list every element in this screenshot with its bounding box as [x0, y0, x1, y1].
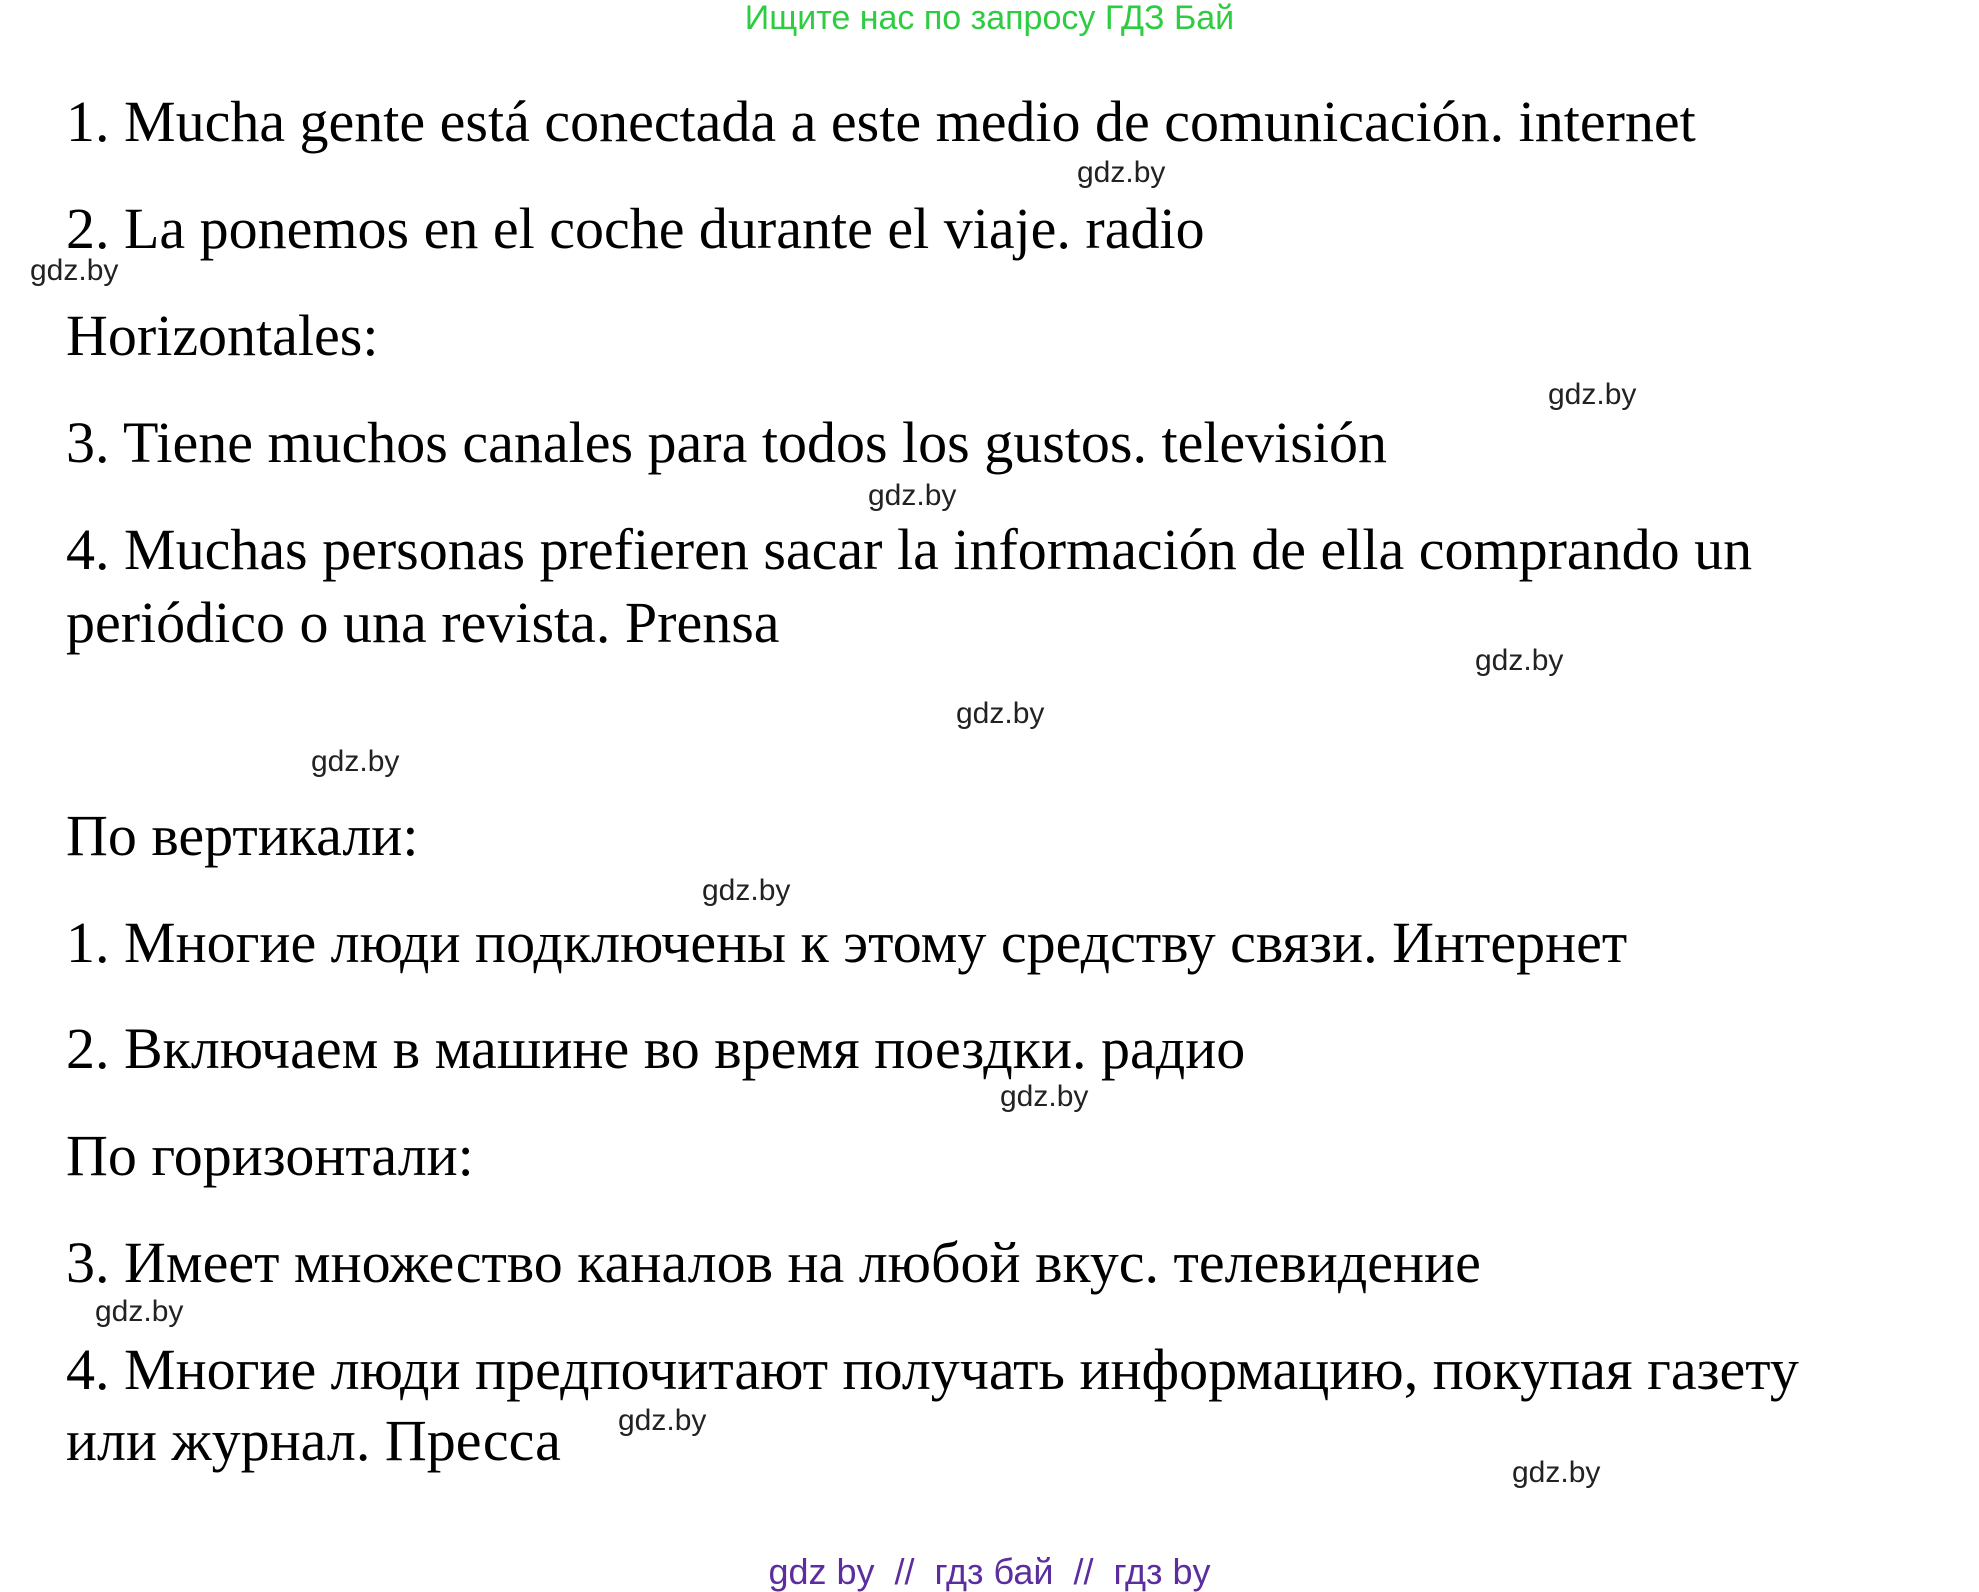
text-line-horizontal-4-es-part2: periódico o una revista. Prensa — [66, 590, 780, 655]
watermark: gdz.by — [311, 745, 400, 778]
text-line-horizontal-3-ru: 3. Имеет множество каналов на любой вкус. телевидение — [66, 1230, 1481, 1295]
text-line-horizontal-4-ru-part1: 4. Многие люди предпочитают получать информацию, покупая газету — [66, 1337, 1799, 1402]
text-line-horizontal-4-es-part1: 4. Muchas personas prefieren sacar la información de ella comprando un — [66, 517, 1753, 582]
watermark: gdz.by — [1548, 378, 1637, 411]
footer-banner: gdz by // гдз бай // гдз by — [768, 1551, 1211, 1592]
text-heading-po-gorizontali: По горизонтали: — [66, 1123, 474, 1188]
watermark: gdz.by — [30, 254, 119, 287]
text-line-vertical-2-ru: 2. Включаем в машине во время поездки. радио — [66, 1016, 1246, 1081]
watermark: gdz.by — [1512, 1456, 1601, 1489]
text-line-horizontal-4-ru-part2: или журнал. Пресса — [66, 1408, 561, 1473]
watermark: gdz.by — [868, 479, 957, 512]
text-line-horizontal-3-es: 3. Tiene muchos canales para todos los gustos. televisión — [66, 410, 1387, 475]
text-heading-horizontales: Horizontales: — [66, 303, 379, 368]
header-banner: Ищите нас по запросу ГДЗ Бай — [744, 0, 1235, 37]
watermark: gdz.by — [1000, 1080, 1089, 1113]
text-line-vertical-1-ru: 1. Многие люди подключены к этому средству связи. Интернет — [66, 910, 1628, 975]
text-line-vertical-2-es: 2. La ponemos en el coche durante el viaje. radio — [66, 196, 1205, 261]
watermark: gdz.by — [956, 697, 1045, 730]
text-line-vertical-1-es: 1. Mucha gente está conectada a este medio de comunicación. internet — [66, 89, 1696, 154]
watermark: gdz.by — [618, 1404, 707, 1437]
text-heading-po-vertikali: По вертикали: — [66, 803, 419, 868]
watermark: gdz.by — [95, 1295, 184, 1328]
watermark: gdz.by — [702, 874, 791, 907]
watermark: gdz.by — [1077, 156, 1166, 189]
watermark: gdz.by — [1475, 644, 1564, 677]
